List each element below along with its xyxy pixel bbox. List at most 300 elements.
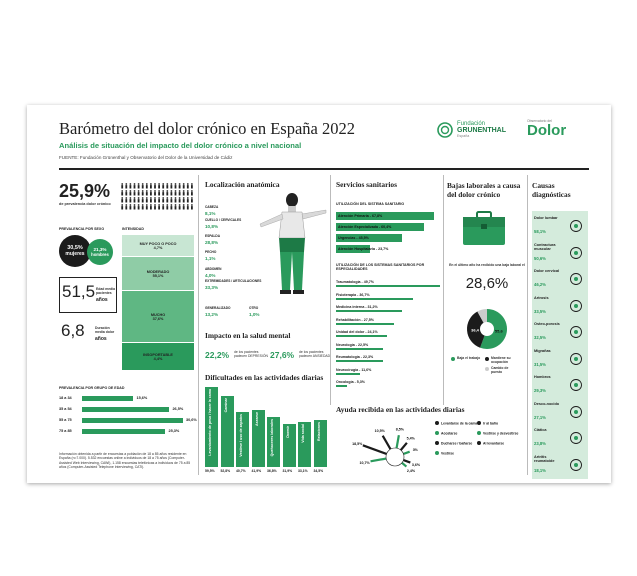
person-head <box>175 204 177 206</box>
person-head <box>179 183 181 185</box>
observatorio-logo <box>527 119 566 138</box>
daily-value: 31,9% <box>282 469 293 473</box>
specialty-bar <box>336 360 383 362</box>
help-legend-label: Al levantarse <box>483 441 505 446</box>
services-sub1: UTILIZACIÓN DEL SISTEMA SANITARIO <box>336 202 405 206</box>
location-value: 10,8% <box>205 224 219 229</box>
intensity-title: INTENSIDAD <box>122 227 144 231</box>
help-title: Ayuda recibida en las actividades diarias <box>336 405 465 414</box>
cause-value: 23,8% <box>534 441 546 446</box>
daily-bar <box>221 396 234 467</box>
person-head <box>125 204 127 206</box>
help-legend-dot <box>435 421 439 425</box>
person-icon <box>154 204 156 209</box>
work-title: Bajas laborales a causa del dolor crónico <box>447 181 521 199</box>
person-body <box>158 192 160 195</box>
daily-value: 41,9% <box>251 469 262 473</box>
cause-value: 46,2% <box>534 282 546 287</box>
person-head <box>150 204 152 206</box>
person-body <box>125 185 127 188</box>
daily-label: Caminar <box>223 397 228 413</box>
cause-item <box>534 295 586 319</box>
person-body <box>158 199 160 202</box>
intensity-value: 55,1% <box>152 273 164 278</box>
pie-label: 36,4 <box>471 327 479 333</box>
help-legend-dot <box>435 431 439 435</box>
anatomy-icon-focus <box>574 330 578 334</box>
person-icon <box>142 183 144 188</box>
prevalence-label: de prevalencia dolor crónico <box>59 202 111 206</box>
duration-value: 6,8 <box>61 321 85 340</box>
daily-value: 40,7% <box>236 469 246 473</box>
person-body <box>162 185 164 188</box>
intensity-value: 37,6% <box>152 316 164 321</box>
person-icon <box>146 190 148 195</box>
daily-bar <box>252 410 265 467</box>
person-icon <box>179 197 181 202</box>
person-head <box>146 190 148 192</box>
person-head <box>179 204 181 206</box>
anatomy-icon <box>569 246 583 260</box>
person-head <box>130 183 132 185</box>
person-head <box>134 183 136 185</box>
age-group-bar <box>82 429 165 434</box>
specialty-label: Traumatología - 49,7% <box>336 280 374 284</box>
person-head <box>183 190 185 192</box>
person-icon <box>138 204 140 209</box>
person-head <box>158 190 160 192</box>
pie-label: 55,6 <box>494 328 503 334</box>
col-sep-4 <box>527 175 528 475</box>
specialty-label: Rehabilitación - 27,5% <box>336 317 374 322</box>
person-icon <box>175 183 177 188</box>
specialty-label: Reumatología - 22,3% <box>336 355 374 359</box>
anatomy-icon-focus <box>574 304 578 308</box>
fundacion-logo <box>437 121 506 138</box>
daily-bar <box>205 387 218 467</box>
cause-item <box>534 401 586 425</box>
cause-value: 58,1% <box>534 229 546 234</box>
help-radial-chart <box>337 417 527 479</box>
help-legend-dot <box>477 431 481 435</box>
pie-legend-label: Cambio de puesto <box>491 366 509 375</box>
person-icon <box>121 197 123 202</box>
age-group-label: 55 a 75 <box>59 418 72 422</box>
person-head <box>191 190 193 192</box>
pie-legend-dot <box>451 357 455 361</box>
person-body <box>162 192 164 195</box>
person-head <box>171 197 173 199</box>
help-legend-label: Vestirse <box>441 451 455 456</box>
people-pictogram <box>119 181 195 211</box>
cause-item <box>534 242 586 266</box>
person-icon <box>158 204 160 209</box>
person-icon <box>138 197 140 202</box>
person-icon <box>130 204 132 209</box>
intensity-segment <box>122 343 194 371</box>
person-body <box>125 199 127 202</box>
age-group-value: 26,5% <box>172 407 184 411</box>
person-head <box>175 197 177 199</box>
person-head <box>158 204 160 206</box>
person-icon <box>175 197 177 202</box>
person-icon <box>138 183 140 188</box>
person-head <box>121 197 123 199</box>
specialty-bar <box>336 348 383 350</box>
specialty-label: Neurología - 22,5% <box>336 342 369 347</box>
person-icon <box>166 183 168 188</box>
person-head <box>125 197 127 199</box>
daily-value: 34,5% <box>313 469 324 473</box>
person-head <box>183 183 185 185</box>
pie-legend-label: Baja el trabajo <box>457 356 481 360</box>
pie-legend-dot <box>485 367 489 371</box>
daily-bar <box>236 412 249 467</box>
age-group-value: 25,3% <box>168 429 180 433</box>
cause-label: Osteo-porosis <box>534 322 560 326</box>
person-body <box>162 199 164 202</box>
system-bar-label: Urgencias - 45,5% <box>338 236 369 240</box>
person-body <box>183 192 185 195</box>
person-head <box>125 190 127 192</box>
location-label: ABDOMEN <box>205 267 222 271</box>
header-rule <box>59 168 589 170</box>
infographic-sheet <box>27 105 611 483</box>
briefcase-icon <box>462 211 506 247</box>
person-icon <box>171 204 173 209</box>
cause-label: Desco-nocido <box>534 401 560 406</box>
person-icon <box>130 197 132 202</box>
work-pie-chart <box>465 307 509 351</box>
person-icon <box>183 204 185 209</box>
person-icon <box>162 190 164 195</box>
person-body <box>138 185 140 188</box>
duration-unit: años <box>95 336 107 342</box>
person-body <box>125 206 127 209</box>
person-icon <box>130 183 132 188</box>
cause-item <box>534 321 586 345</box>
person-body <box>146 192 148 195</box>
cause-label: Contractura muscular <box>534 242 556 251</box>
intensity-label: MUY POCO O POCO <box>139 241 177 246</box>
anatomy-icon-focus <box>574 277 578 281</box>
person-head <box>134 197 136 199</box>
person-body <box>134 206 136 209</box>
daily-label: Quehaceres laborales <box>270 419 274 457</box>
person-icon <box>150 204 152 209</box>
anxiety-label: de los pacientes padecen ANSIEDAD <box>299 350 331 359</box>
cause-value: 32,5% <box>534 335 546 340</box>
person-icon <box>121 204 123 209</box>
person-icon <box>125 197 127 202</box>
help-value: 3% <box>412 448 418 453</box>
age-group-label: 18 a 34 <box>59 396 72 400</box>
person-body <box>146 199 148 202</box>
person-icon <box>171 190 173 195</box>
person-head <box>158 197 160 199</box>
work-caption: En el último año ha recibido una baja laboral el <box>449 263 525 267</box>
cause-label: Hombros <box>534 375 551 379</box>
person-body <box>175 185 177 188</box>
person-body <box>154 192 156 195</box>
help-value: 18,5% <box>352 441 363 446</box>
age-group-label: 35 a 54 <box>59 407 72 411</box>
person-head <box>187 204 189 206</box>
help-value: 3,6% <box>411 463 421 468</box>
person-head <box>125 183 127 185</box>
intensity-segment <box>122 257 194 291</box>
person-head <box>121 204 123 206</box>
person-body <box>171 206 173 209</box>
intensity-value: 4,7% <box>153 245 163 250</box>
pie-legend-label: Mantiene su ocupación <box>491 356 511 365</box>
person-body <box>142 206 144 209</box>
person-head <box>191 197 193 199</box>
location-label: EXTREMIDADES / ARTICULACIONES <box>205 279 262 283</box>
intensity-segment <box>122 235 194 257</box>
help-center <box>386 448 404 466</box>
cause-item <box>534 348 586 372</box>
anatomy-icon-focus <box>574 463 578 467</box>
cause-label: Dolor lumbar <box>534 216 558 220</box>
cause-label: Artrosis <box>534 295 549 300</box>
person-body <box>134 199 136 202</box>
intensity-stack <box>122 235 194 371</box>
age-mean-label: Edad media pacientes <box>96 287 116 296</box>
prevalence-value: 25,9% <box>59 181 111 201</box>
person-head <box>162 204 164 206</box>
person-body <box>183 185 185 188</box>
specialty-label: Fisioterapia - 36,7% <box>336 292 370 297</box>
person-body <box>142 199 144 202</box>
system-bar-label: Atención Primaria - 67,8% <box>338 214 383 218</box>
help-value: 10,7% <box>359 460 370 465</box>
person-icon <box>142 197 144 202</box>
anatomy-icon <box>569 458 583 472</box>
person-icon <box>162 197 164 202</box>
location-title: Localización anatómica <box>205 180 280 189</box>
system-bar-label: Atención Especializada - 60,4% <box>338 225 392 229</box>
daily-value: 36,8% <box>267 469 277 473</box>
person-icon <box>191 204 193 209</box>
person-icon <box>187 197 189 202</box>
cause-label: Migrañas <box>534 348 551 353</box>
person-head <box>146 197 148 199</box>
services-sub2: UTILIZACIÓN DE LOS SISTEMAS SANITARIOS POR ESPECIALIDADES <box>336 263 425 272</box>
sex-title: PREVALENCIA POR SEXO <box>59 227 105 231</box>
intensity-label: MUCHO <box>150 312 166 317</box>
daily-bar <box>283 424 296 467</box>
person-head <box>154 183 156 185</box>
person-icon <box>146 183 148 188</box>
person-body <box>187 185 189 188</box>
person-head <box>138 190 140 192</box>
help-legend-label: Vestirse y desvestirse <box>483 431 519 436</box>
logo1-line3: España <box>457 133 470 138</box>
depression-label: de los pacientes padecen DEPRESIÓN <box>234 350 268 359</box>
specialty-label: Neurocirugía - 11,6% <box>336 367 372 372</box>
person-icon <box>175 190 177 195</box>
help-legend-label: Ducharse / bañarse <box>441 441 473 446</box>
anatomy-icon <box>569 299 583 313</box>
person-head <box>150 183 152 185</box>
women-value: 30,5% <box>67 245 83 251</box>
system-bar-label: Atención Hospitalaria - 23,7% <box>338 247 389 251</box>
daily-label: Levantamiento de peso / hacer la cama <box>208 388 212 456</box>
person-icon <box>138 190 140 195</box>
person-head <box>142 183 144 185</box>
method-note: Información obtenida a partir de encuestas a población de 18 a 85 años residente en España (n=7.000). 5.532 encuestas online a individuos de 18 a 75 años (Computer-Assisted Web Interviewing, CAWI), 1.158 encuestas telefónicas a individuos de 75 a 85 años (Computer-Assisted Telephone Interviewing, CATI). <box>59 452 191 469</box>
person-head <box>166 204 168 206</box>
person-head <box>179 190 181 192</box>
person-body <box>150 199 152 202</box>
person-head <box>150 197 152 199</box>
cause-label: Artritis reumatoide <box>534 454 555 463</box>
age-mean-unit: años <box>96 297 108 303</box>
person-body <box>154 206 156 209</box>
logo1-line2: GRUNENTHAL <box>457 127 506 135</box>
location-value: 8,1% <box>205 211 216 216</box>
person-icon <box>183 197 185 202</box>
person-body <box>134 185 136 188</box>
help-value: 2,4% <box>406 468 416 473</box>
specialty-bar <box>336 323 394 325</box>
person-icon <box>191 190 193 195</box>
person-icon <box>146 197 148 202</box>
person-body <box>150 206 152 209</box>
cause-label: Dolor cervical <box>534 269 560 273</box>
person-icon <box>142 204 144 209</box>
person-head <box>175 183 177 185</box>
anatomy-icon <box>569 431 583 445</box>
person-body <box>166 206 168 209</box>
person-head <box>158 183 160 185</box>
person-head <box>187 190 189 192</box>
person-body <box>183 206 185 209</box>
daily-label: Vida social <box>301 424 305 444</box>
person-head <box>191 204 193 206</box>
duration-label: Duración media dolor <box>95 326 115 335</box>
person-head <box>162 190 164 192</box>
specialty-bar <box>336 335 387 337</box>
person-icon <box>179 183 181 188</box>
specialty-label: Medicina interna - 31,2% <box>336 305 378 309</box>
person-head <box>171 204 173 206</box>
person-head <box>162 183 164 185</box>
causes-panel <box>532 211 588 479</box>
person-body <box>125 192 127 195</box>
age-group-label: 75 a 85 <box>59 429 72 433</box>
cause-value: 33,5% <box>534 308 546 314</box>
women-label: mujeres <box>65 251 85 257</box>
person-head <box>154 204 156 206</box>
person-body <box>171 199 173 202</box>
men-circle <box>87 239 113 265</box>
help-legend-label: Ir al baño <box>483 421 499 426</box>
source-note: FUENTE: Fundación Grünenthal y Observatorio del Dolor de la Universidad de Cádiz <box>59 155 233 160</box>
help-value: 8,5% <box>395 427 404 432</box>
person-head <box>179 197 181 199</box>
person-body <box>138 206 140 209</box>
person-icon <box>154 190 156 195</box>
person-icon <box>121 190 123 195</box>
person-body <box>146 206 148 209</box>
men-value: 21,3% <box>93 247 107 252</box>
person-icon <box>125 183 127 188</box>
men-label: hombres <box>91 252 109 257</box>
person-body <box>150 192 152 195</box>
intensity-value: 4,4% <box>153 356 163 361</box>
specialty-label: Unidad del dolor - 24,1% <box>336 330 378 334</box>
age-group-value: 15,6% <box>136 396 148 400</box>
person-head <box>130 197 132 199</box>
cause-label: Ciática <box>534 428 547 432</box>
person-head <box>191 183 193 185</box>
anatomy-icon <box>569 325 583 339</box>
location-label: CABEZA <box>205 205 219 209</box>
person-body <box>158 206 160 209</box>
anatomy-icon <box>569 378 583 392</box>
person-head <box>187 183 189 185</box>
person-body <box>179 206 181 209</box>
help-legend-label: Acostarse <box>441 431 458 436</box>
person-icon <box>166 190 168 195</box>
logo2-big: Dolor <box>527 122 567 139</box>
person-icon <box>162 183 164 188</box>
col-sep-3 <box>443 175 444 405</box>
person-body <box>154 185 156 188</box>
person-head <box>121 183 123 185</box>
daily-bar <box>267 417 280 467</box>
fundacion-logo-icon <box>437 122 453 138</box>
location-label: ESPALDA <box>205 234 220 238</box>
person-body <box>134 192 136 195</box>
anatomy-icon <box>569 352 583 366</box>
specialty-bar <box>336 310 402 312</box>
location-label: OTRO <box>249 306 259 310</box>
person-body <box>150 185 152 188</box>
person-icon <box>166 204 168 209</box>
person-head <box>142 204 144 206</box>
person-head <box>130 190 132 192</box>
person-body <box>191 192 193 195</box>
page-title: Barómetro del dolor crónico en España 2022 <box>59 119 355 138</box>
anatomy-icon <box>569 219 583 233</box>
person-icon <box>187 190 189 195</box>
person-head <box>138 183 140 185</box>
age-group-bar <box>82 418 183 423</box>
sex-circles <box>59 235 115 269</box>
help-value: 5,4% <box>406 436 415 441</box>
age-group-title: PREVALENCIA POR GRUPO DE EDAD <box>59 386 125 390</box>
person-head <box>146 204 148 206</box>
person-head <box>121 190 123 192</box>
specialty-label: Oncología - 5,3% <box>336 380 365 384</box>
person-icon <box>158 197 160 202</box>
daily-bar <box>298 422 311 467</box>
person-body <box>121 185 123 188</box>
human-figure-illustration <box>252 190 332 300</box>
pie-legend-dot <box>485 357 489 361</box>
person-body <box>138 199 140 202</box>
anatomy-icon <box>569 272 583 286</box>
person-icon <box>130 190 132 195</box>
person-body <box>121 199 123 202</box>
person-body <box>175 192 177 195</box>
person-icon <box>162 204 164 209</box>
age-group-value: 30,6% <box>185 418 197 422</box>
person-body <box>142 192 144 195</box>
